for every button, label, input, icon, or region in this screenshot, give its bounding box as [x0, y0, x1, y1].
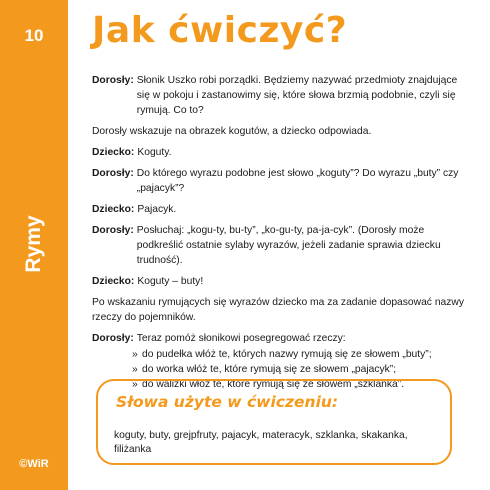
- dialogue-text: Posłuchaj: „kogu-ty, bu-ty”, „ko-gu-ty, pa-ja-cyk”. (Dorosły może podkreślić ostatnie sylaby wyrazów, jeżeli zadanie sprawia dziecku trudność).: [136, 225, 441, 266]
- speaker-label: Dorosły:: [92, 75, 134, 86]
- dialogue-line: [92, 223, 468, 268]
- speaker-label: Dziecko:: [92, 204, 135, 215]
- dialogue-line: [92, 202, 468, 217]
- instructions-content: [92, 73, 468, 392]
- section-label: Rymy: [22, 215, 45, 273]
- list-item: » do walizki włóż te, które rymują się ze słowem „szklanka”.: [132, 377, 468, 392]
- dialogue-line: [92, 73, 468, 118]
- speaker-label: Dziecko:: [92, 276, 135, 287]
- narration-paragraph: Po wskazaniu rymujących się wyrazów dziecko ma za zadanie dopasować nazwy rzeczy do pojemników.: [92, 297, 465, 323]
- dialogue-text: Do którego wyrazu podobne jest słowo „koguty”? Do wyrazu „buty” czy „pajacyk”?: [136, 168, 459, 194]
- dialogue-text: Teraz pomóż słonikowi posegregować rzeczy:: [136, 333, 346, 344]
- dialogue-line: [92, 145, 468, 160]
- dialogue-text: Koguty – buty!: [137, 276, 204, 287]
- words-list: koguty, buty, grejpfruty, pajacyk, materacyk, szklanka, skakanka, filiżanka: [114, 430, 408, 455]
- speaker-label: Dorosły:: [92, 168, 134, 179]
- speaker-label: Dorosły:: [92, 333, 134, 344]
- page-title: Jak ćwiczyć?: [92, 10, 348, 51]
- dialogue-text: Słonik Uszko robi porządki. Będziemy nazywać przedmioty znajdujące się w pokoju i zastanowimy się, które słowa brzmią podobnie, czyli się rymują. Co to?: [136, 75, 458, 116]
- list-item: » do pudełka włóż te, których nazwy rymują się ze słowem „buty”;: [132, 347, 468, 362]
- dialogue-line: [92, 166, 468, 196]
- page-number: 10: [24, 26, 44, 45]
- list-item: » do worka włóż te, które rymują się ze słowem „pajacyk”;: [132, 362, 468, 377]
- words-used-box: [96, 379, 452, 465]
- dialogue-text: Pajacyk.: [137, 204, 177, 215]
- dialogue-line: [92, 274, 468, 289]
- sidebar: [0, 0, 68, 490]
- dialogue-text: Koguty.: [137, 147, 172, 158]
- speaker-label: Dorosły:: [92, 225, 134, 236]
- speaker-label: Dziecko:: [92, 147, 135, 158]
- dialogue-line: [92, 331, 468, 346]
- copyright: ©WiR: [19, 458, 49, 470]
- narration-paragraph: Dorosły wskazuje na obrazek kogutów, a dziecko odpowiada.: [92, 126, 372, 137]
- words-box-heading: Słowa użyte w ćwiczeniu:: [116, 393, 339, 411]
